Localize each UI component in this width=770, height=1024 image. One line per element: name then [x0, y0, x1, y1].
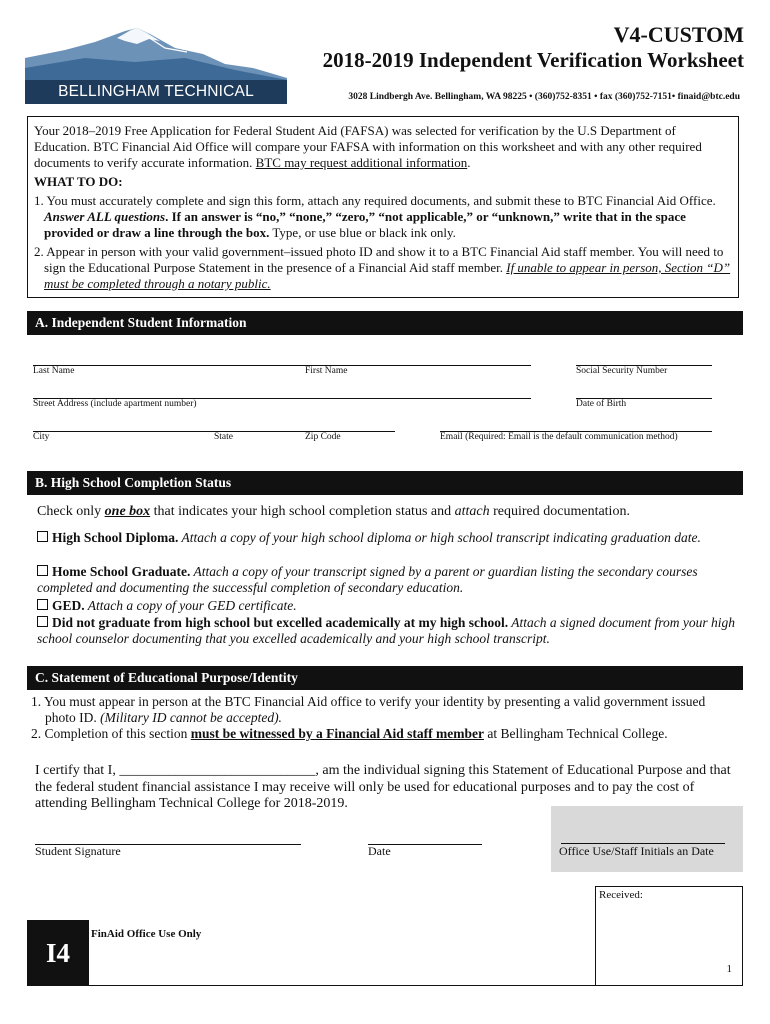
ged-checkbox[interactable]: [37, 599, 48, 610]
instruction-item-1: 1. You must accurately complete and sign this form, attach any required documents, and submit these to BTC Financial Aid Office. Answer ALL questions. If an answer is “no,” “none,” “zero,” “not applicable,” or “unknown,” write that in the space provided or draw a line through the box. Type, or use blue or black ink only.: [34, 193, 716, 240]
street-label: Street Address (include apartment number): [33, 399, 197, 409]
section-c-item-2: 2. Completion of this section must be witnessed by a Financial Aid staff member at Bellingham Technical College.: [31, 726, 668, 741]
logo-wordmark: BELLINGHAM TECHNICAL COLLEGE: [25, 80, 287, 104]
office-use-label: Office Use/Staff Initials an Date: [559, 844, 714, 858]
option-ged: GED. Attach a copy of your GED certificate.: [37, 598, 737, 614]
form-code: V4-CUSTOM: [613, 22, 744, 47]
instructions-box: [27, 116, 739, 298]
section-a-header: A. Independent Student Information: [27, 311, 743, 335]
contact-address: 3028 Lindbergh Ave. Bellingham, WA 98225 • (360)752-8351 • fax (360)752-7151• finaid@btc.edu: [348, 92, 740, 102]
footer-rule: [89, 985, 595, 986]
student-signature-label: Student Signature: [35, 844, 121, 858]
ssn-label: Social Security Number: [576, 366, 668, 376]
last-name-label: Last Name: [33, 366, 75, 376]
office-use-only-label: FinAid Office Use Only: [91, 928, 202, 940]
email-label: Email (Required: Email is the default communication method): [440, 432, 678, 442]
dob-label: Date of Birth: [576, 399, 627, 409]
state-label: State: [214, 432, 233, 442]
received-label: Received:: [599, 889, 643, 901]
section-b-header: B. High School Completion Status: [27, 471, 743, 495]
certification-statement: I certify that I, ____________________________, am the individual signing this Statement of Educational Purpose and that the federal student financial assistance I may receive will only be used for educational purposes and to pay the cost of attending Bellingham Technical College for 2018-2019.: [35, 763, 731, 811]
first-name-label: First Name: [305, 366, 348, 376]
instruction-item-2: 2. Appear in person with your valid government–issued photo ID and show it to a BTC Financial Aid staff member. You will need to sign the Educational Purpose Statement in the presence of a Financial Aid staff member. If unable to appear in person, Section “D” must be completed through a notary public.: [34, 244, 731, 291]
request-info-note: BTC may request additional information: [255, 155, 468, 170]
page-number: 1: [726, 963, 732, 975]
name-line[interactable]: [33, 365, 531, 366]
office-use-box: [551, 806, 743, 872]
intro-paragraph: Your 2018–2019 Free Application for Federal Student Aid (FAFSA) was selected for verification by the U.S Department of Education. BTC Financial Aid Office will compare your FAFSA with information on this worksheet and with any other required documents to verify accurate information. BTC may request additional information.: [34, 123, 702, 170]
section-b-instructions: Check only one box that indicates your high school completion status and attach required documentation.: [37, 504, 630, 519]
what-to-do-heading: WHAT TO DO:: [34, 174, 123, 189]
form-id-badge: I4: [27, 920, 89, 986]
option-did-not-graduate: Did not graduate from high school but excelled academically at my high school. Attach a signed document from your high school counselor documenting that you excelled academically and your high school transcript.: [37, 615, 735, 646]
option-diploma: High School Diploma. Attach a copy of your high school diploma or high school transcript indicating graduation date.: [37, 530, 737, 546]
mountain-logo-icon: [25, 28, 287, 82]
date-label: Date: [368, 844, 391, 858]
did-not-graduate-checkbox[interactable]: [37, 616, 48, 627]
received-box: [595, 886, 743, 986]
section-c-header: C. Statement of Educational Purpose/Identity: [27, 666, 743, 690]
diploma-checkbox[interactable]: [37, 531, 48, 542]
city-label: City: [33, 432, 50, 442]
page-title: 2018-2019 Independent Verification Worksheet: [322, 48, 744, 72]
home-school-checkbox[interactable]: [37, 565, 48, 576]
zip-label: Zip Code: [305, 432, 341, 442]
option-home-school: Home School Graduate. Attach a copy of your transcript signed by a parent or guardian listing the secondary courses completed and documenting the successful completion of secondary education.: [37, 564, 698, 595]
college-logo: [25, 28, 287, 124]
section-c-item-1: 1. You must appear in person at the BTC Financial Aid office to verify your identity by presenting a valid government issued photo ID. (Military ID cannot be accepted).: [31, 694, 706, 725]
